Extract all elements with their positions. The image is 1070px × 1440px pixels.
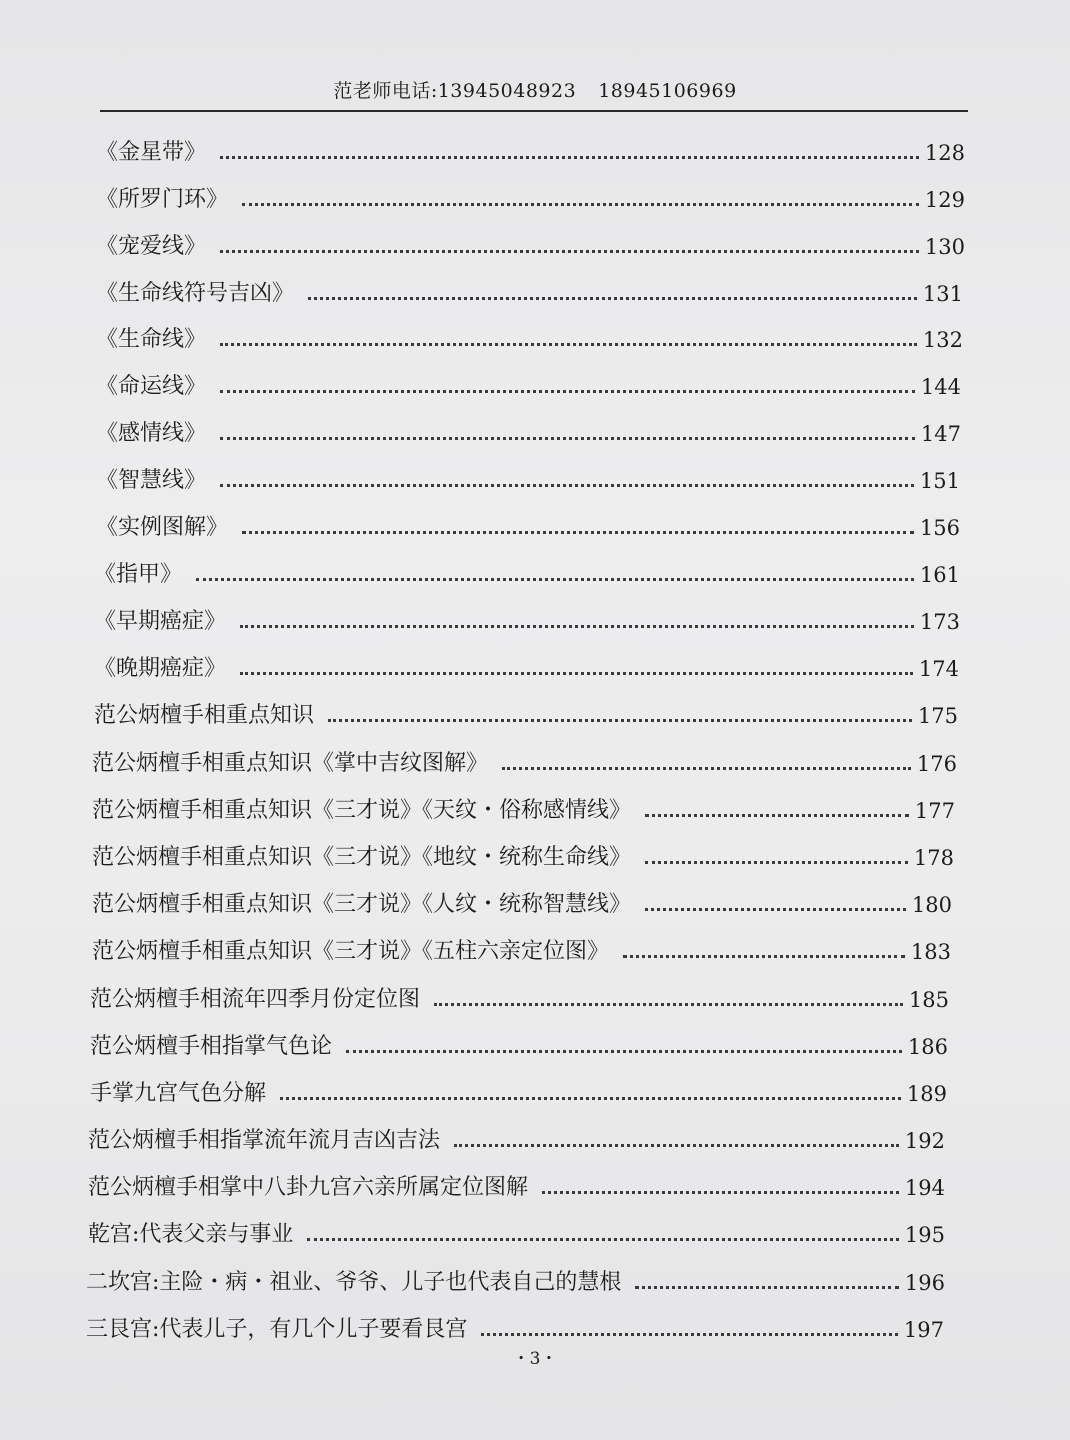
toc-leader-dots xyxy=(220,156,919,159)
toc-leader-dots xyxy=(434,1003,903,1006)
toc-entry-title: 三艮宫:代表儿子，有几个儿子要看艮宫 xyxy=(86,1317,468,1342)
toc-entry xyxy=(96,321,963,355)
toc-entry-page: 183 xyxy=(910,940,951,964)
toc-entry xyxy=(90,981,949,1015)
toc-entry xyxy=(96,415,961,449)
toc-entry-title: 范公炳檀手相指掌流年流月吉凶吉法 xyxy=(88,1128,441,1153)
toc-entry-title: 《生命线符号吉凶》 xyxy=(96,281,295,306)
toc-entry-title: 《命运线》 xyxy=(96,374,207,399)
toc-entry-title: 范公炳檀手相重点知识《三才说》《天纹・俗称感情线》 xyxy=(92,798,632,823)
toc-leader-dots xyxy=(635,1286,898,1289)
toc-entry-page: 161 xyxy=(919,563,960,587)
toc-entry-page: 156 xyxy=(919,516,960,540)
toc-entry-page: 132 xyxy=(922,328,963,352)
toc-entry-page: 177 xyxy=(914,799,955,823)
toc-entry-page: 175 xyxy=(917,704,958,728)
toc-entry-title: 范公炳檀手相掌中八卦九宫六亲所属定位图解 xyxy=(88,1175,529,1200)
header-phone-1: 范老师电话:13945048923 xyxy=(333,80,577,102)
toc-entry xyxy=(88,1169,945,1203)
toc-leader-dots xyxy=(623,955,905,958)
toc-entry-title: 二坎宫:主险・病・祖业、爷爷、儿子也代表自己的慧根 xyxy=(86,1270,622,1295)
toc-entry xyxy=(86,1264,945,1298)
toc-entry-title: 乾宫:代表父亲与事业 xyxy=(88,1222,294,1247)
toc-entry-page: 197 xyxy=(903,1318,944,1342)
toc-leader-dots xyxy=(242,203,919,206)
toc-entry xyxy=(92,839,954,873)
toc-entry-page: 147 xyxy=(920,422,961,446)
toc-entry-title: 《生命线》 xyxy=(96,327,207,352)
toc-entry-page: 176 xyxy=(916,752,957,776)
toc-entry-title: 范公炳檀手相重点知识《三才说》《人纹・统称智慧线》 xyxy=(92,892,632,917)
toc-entry-page: 144 xyxy=(920,375,961,399)
toc-leader-dots xyxy=(645,814,909,817)
toc-leader-dots xyxy=(454,1144,899,1147)
toc-entry-page: 174 xyxy=(918,657,959,681)
toc-entry xyxy=(88,1122,945,1156)
toc-leader-dots xyxy=(220,437,915,440)
toc-entry-page: 178 xyxy=(913,846,954,870)
toc-leader-dots xyxy=(240,672,913,675)
toc-entry xyxy=(96,134,965,168)
toc-entry-title: 范公炳檀手相指掌气色论 xyxy=(90,1034,333,1059)
toc-entry xyxy=(90,1075,947,1109)
toc-entry-title: 《感情线》 xyxy=(96,421,207,446)
toc-leader-dots xyxy=(481,1333,897,1336)
toc-leader-dots xyxy=(645,861,908,864)
toc-entry-title: 范公炳檀手相重点知识《掌中吉纹图解》 xyxy=(92,751,489,776)
toc-leader-dots xyxy=(542,1191,899,1194)
toc-entry xyxy=(92,792,955,826)
toc-entry-title: 《金星带》 xyxy=(96,140,207,165)
toc-entry xyxy=(86,1311,944,1345)
toc-entry xyxy=(96,181,965,215)
toc-entry-page: 130 xyxy=(924,235,965,259)
toc-entry-page: 128 xyxy=(924,141,965,165)
toc-entry-page: 185 xyxy=(908,988,949,1012)
toc-entry-title: 《所罗门环》 xyxy=(96,187,229,212)
toc-leader-dots xyxy=(220,250,919,253)
toc-entry-page: 189 xyxy=(906,1082,947,1106)
toc-entry xyxy=(92,745,957,779)
toc-leader-dots xyxy=(242,531,914,534)
toc-leader-dots xyxy=(346,1050,902,1053)
toc-entry xyxy=(96,228,965,262)
page-number: ・3・ xyxy=(512,1349,558,1369)
toc-entry-page: 131 xyxy=(922,282,963,306)
toc-entry-page: 180 xyxy=(911,893,952,917)
toc-entry-title: 《智慧线》 xyxy=(96,468,207,493)
toc-entry xyxy=(94,697,958,731)
toc-entry-title: 范公炳檀手相重点知识《三才说》《地纹・统称生命线》 xyxy=(92,845,632,870)
toc-entry-page: 196 xyxy=(904,1271,945,1295)
toc-leader-dots xyxy=(645,908,906,911)
toc-leader-dots xyxy=(328,719,912,722)
toc-entry-title: 范公炳檀手相流年四季月份定位图 xyxy=(90,987,421,1012)
toc-entry xyxy=(96,368,961,402)
toc-entry xyxy=(94,556,960,590)
toc-entry-title: 手掌九宫气色分解 xyxy=(90,1081,267,1106)
toc-leader-dots xyxy=(220,390,915,393)
toc-entry xyxy=(94,650,959,684)
toc-entry-page: 195 xyxy=(904,1223,945,1247)
toc-leader-dots xyxy=(220,484,914,487)
toc-leader-dots xyxy=(308,297,917,300)
toc-entry-title: 范公炳檀手相重点知识《三才说》《五柱六亲定位图》 xyxy=(92,939,610,964)
toc-entry xyxy=(90,1028,948,1062)
toc-entry-page: 151 xyxy=(919,469,960,493)
toc-leader-dots xyxy=(196,578,914,581)
toc-entry-page: 194 xyxy=(904,1176,945,1200)
toc-leader-dots xyxy=(502,767,911,770)
toc-entry-title: 《晚期癌症》 xyxy=(94,656,227,681)
toc-entry-page: 173 xyxy=(919,610,960,634)
toc-entry xyxy=(92,933,951,967)
toc-entry xyxy=(96,275,963,309)
toc-entry xyxy=(96,462,960,496)
toc-entry-page: 192 xyxy=(904,1129,945,1153)
toc-leader-dots xyxy=(307,1238,898,1241)
toc-entry xyxy=(94,603,960,637)
toc-leader-dots xyxy=(220,343,917,346)
toc-entry xyxy=(96,509,960,543)
toc-entry-title: 《宠爱线》 xyxy=(96,234,207,259)
toc-leader-dots xyxy=(240,625,914,628)
toc-entry-page: 129 xyxy=(924,188,965,212)
toc-entry-title: 范公炳檀手相重点知识 xyxy=(94,703,315,728)
toc-entry-page: 186 xyxy=(907,1035,948,1059)
toc-entry xyxy=(92,886,952,920)
toc-leader-dots xyxy=(280,1097,901,1100)
toc-entry xyxy=(88,1216,945,1250)
toc-entry-title: 《实例图解》 xyxy=(96,515,229,540)
toc-entry-title: 《早期癌症》 xyxy=(94,609,227,634)
header-phone-2: 18945106969 xyxy=(598,80,737,102)
toc-entry-title: 《指甲》 xyxy=(94,562,183,587)
